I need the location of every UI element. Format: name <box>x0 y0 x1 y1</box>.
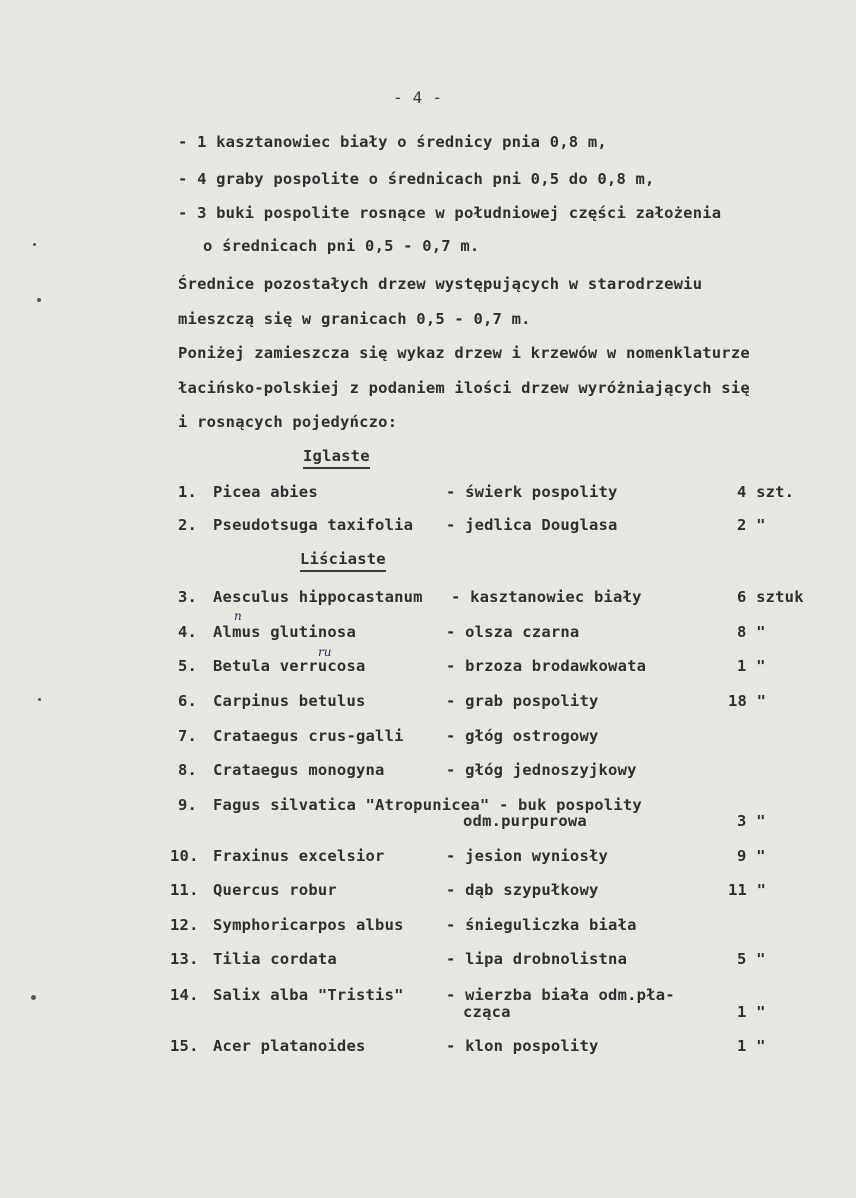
row-4-num: 4. <box>178 623 198 641</box>
row-14-polish: - wierzba biała odm.pła- <box>446 986 675 1004</box>
row-1-count: 4 szt. <box>737 483 795 501</box>
row-5-polish: - brzoza brodawkowata <box>446 657 647 675</box>
section-heading-conifers: Iglaste <box>303 446 370 469</box>
row-8-polish: - głóg jednoszyjkowy <box>446 761 637 779</box>
row-8-num: 8. <box>178 761 198 779</box>
row-12-polish: - śnieguliczka biała <box>446 916 637 934</box>
row-7-num: 7. <box>178 727 198 745</box>
row-13-polish: - lipa drobnolistna <box>446 950 628 968</box>
row-1-latin: Picea abies <box>213 483 318 501</box>
paragraph2-line-3: i rosnących pojedyńczo: <box>178 413 398 431</box>
row-3-num: 3. <box>178 588 198 606</box>
row-2-polish: - jedlica Douglasa <box>446 516 618 534</box>
margin-speck <box>31 995 36 1000</box>
row-5-num: 5. <box>178 657 198 675</box>
row-4-latin: Almus glutinosa <box>213 623 356 641</box>
row-10-latin: Fraxinus excelsior <box>213 847 385 865</box>
row-10-count: 9 " <box>737 847 766 865</box>
row-9-num: 9. <box>178 796 198 814</box>
paragraph1-line-2: mieszczą się w granicach 0,5 - 0,7 m. <box>178 310 531 328</box>
row-9-latin: Fagus silvatica "Atropunicea" - buk pospolity <box>213 796 642 814</box>
bullet-line-3: - 3 buki pospolite rosnące w południowej części założenia <box>178 204 722 222</box>
row-15-num: 15. <box>170 1037 199 1055</box>
row-4-polish: - olsza czarna <box>446 623 580 641</box>
margin-speck <box>38 698 41 701</box>
row-11-polish: - dąb szypułkowy <box>446 881 599 899</box>
row-12-num: 12. <box>170 916 199 934</box>
row-2-latin: Pseudotsuga taxifolia <box>213 516 414 534</box>
row-8-latin: Crataegus monogyna <box>213 761 385 779</box>
row-14-polish-cont: cząca <box>463 1003 511 1021</box>
margin-speck <box>33 243 36 246</box>
row-14-latin: Salix alba "Tristis" <box>213 986 404 1004</box>
row-13-latin: Tilia cordata <box>213 950 337 968</box>
row-15-polish: - klon pospolity <box>446 1037 599 1055</box>
bullet-line-2: - 4 graby pospolite o średnicach pni 0,5 do 0,8 m, <box>178 170 655 188</box>
row-13-num: 13. <box>170 950 199 968</box>
row-3-latin: Aesculus hippocastanum <box>213 588 423 606</box>
row-2-count: 2 " <box>737 516 766 534</box>
row-6-polish: - grab pospolity <box>446 692 599 710</box>
row-3-polish: - kasztanowiec biały <box>451 588 642 606</box>
row-13-count: 5 " <box>737 950 766 968</box>
page-number: - 4 - <box>393 88 443 107</box>
row-7-latin: Crataegus crus-galli <box>213 727 404 745</box>
row-10-polish: - jesion wyniosły <box>446 847 609 865</box>
section-heading-deciduous: Liściaste <box>300 549 386 572</box>
paragraph1-line-1: Średnice pozostałych drzew występujących w starodrzewiu <box>178 275 703 293</box>
row-1-num: 1. <box>178 483 198 501</box>
row-7-polish: - głóg ostrogowy <box>446 727 599 745</box>
row-1-polish: - świerk pospolity <box>446 483 618 501</box>
paragraph2-line-2: łacińsko-polskiej z podaniem ilości drzew wyróżniających się <box>178 379 750 397</box>
row-12-latin: Symphoricarpos albus <box>213 916 404 934</box>
row-15-latin: Acer platanoides <box>213 1037 366 1055</box>
bullet-line-1: - 1 kasztanowiec biały o średnicy pnia 0,8 m, <box>178 133 607 151</box>
row-5-latin: Betula verrucosa <box>213 657 366 675</box>
row-15-count: 1 " <box>737 1037 766 1055</box>
row-3-count: 6 sztuk <box>737 588 804 606</box>
row-10-num: 10. <box>170 847 199 865</box>
row-9-count: 3 " <box>737 812 766 830</box>
row-4-count: 8 " <box>737 623 766 641</box>
row-11-latin: Quercus robur <box>213 881 337 899</box>
margin-speck <box>37 298 41 302</box>
paragraph2-line-1: Poniżej zamieszcza się wykaz drzew i krzewów w nomenklaturze <box>178 344 750 362</box>
row-14-num: 14. <box>170 986 199 1004</box>
row-5-count: 1 " <box>737 657 766 675</box>
row-14-count: 1 " <box>737 1003 766 1021</box>
row-11-num: 11. <box>170 881 199 899</box>
row-6-latin: Carpinus betulus <box>213 692 366 710</box>
row-11-count: 11 " <box>728 881 767 899</box>
row-9-polish: odm.purpurowa <box>463 812 587 830</box>
row-6-num: 6. <box>178 692 198 710</box>
bullet-line-4: o średnicach pni 0,5 - 0,7 m. <box>203 237 480 255</box>
handwritten-correction-row-4: n <box>234 609 242 623</box>
row-2-num: 2. <box>178 516 198 534</box>
row-6-count: 18 " <box>728 692 767 710</box>
handwritten-correction-row-5: ru <box>318 645 332 659</box>
